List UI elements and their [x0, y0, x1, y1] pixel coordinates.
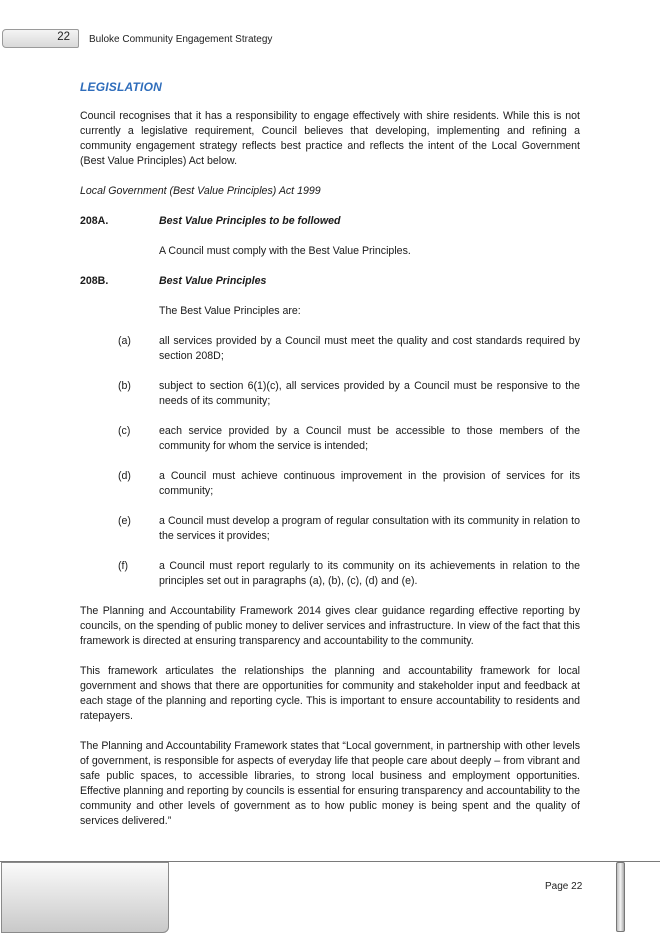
principle-item: [80, 424, 580, 454]
principle-item: [80, 514, 580, 544]
principle-text: each service provided by a Council must be accessible to those members of the community for whom the service is intended;: [159, 425, 580, 452]
principle-letter: (b): [118, 380, 131, 392]
header-page-tab: [2, 29, 79, 48]
principle-text: a Council must develop a program of regular consultation with its community in relation to the services it provides;: [159, 515, 580, 542]
section-title: LEGISLATION: [80, 80, 162, 94]
body-paragraph: This framework articulates the relationships the planning and accountability framework for local government and shows that there are opportunities for community and stakeholder input and feedback at each stage of the planning and reporting cycle. This is important to ensure accountability to residents and ratepayers.: [80, 665, 580, 722]
principle-item: [80, 379, 580, 409]
section-208b: [80, 274, 580, 289]
principle-letter: (c): [118, 425, 131, 437]
principle-item: [80, 559, 580, 589]
principle-item: [80, 469, 580, 499]
principle-letter: (d): [118, 470, 131, 482]
principle-text: all services provided by a Council must meet the quality and cost standards required by section 208D;: [159, 335, 580, 362]
section-heading: Best Value Principles: [159, 275, 267, 287]
section-heading: Best Value Principles to be followed: [159, 215, 341, 227]
principle-item: [80, 334, 580, 364]
section-body: The Best Value Principles are:: [159, 305, 301, 317]
section-number: 208A.: [80, 215, 109, 227]
principle-text: subject to section 6(1)(c), all services provided by a Council must be responsive to the needs of its community;: [159, 380, 580, 407]
footer-page-label: Page 22: [545, 881, 583, 892]
footer-decorative-box: [1, 862, 169, 933]
intro-paragraph: Council recognises that it has a responsibility to engage effectively with shire residents. While this is not currently a legislative requirement, Council believes that developing, implementing and refining a community engagement strategy reflects best practice and reflects the intent of the Local Government (Best Value Principles) Act below.: [80, 110, 580, 167]
body-paragraph: The Planning and Accountability Framework 2014 gives clear guidance regarding effective reporting by councils, on the spending of public money to deliver services and infrastructure. In view of the fact that this framework is directed at ensuring transparency and accountability to the community.: [80, 605, 580, 647]
footer-decorative-bar: [616, 862, 625, 932]
section-number: 208B.: [80, 275, 109, 287]
principle-letter: (e): [118, 515, 131, 527]
principle-letter: (f): [118, 560, 128, 572]
section-body: A Council must comply with the Best Value Principles.: [159, 245, 411, 257]
act-title: Local Government (Best Value Principles) Act 1999: [80, 185, 321, 197]
page-content: [80, 80, 580, 829]
header-document-title: Buloke Community Engagement Strategy: [89, 34, 273, 45]
principle-text: a Council must achieve continuous improvement in the provision of services for its community;: [159, 470, 580, 497]
header-page-number: 22: [57, 31, 70, 43]
section-208a: [80, 214, 580, 229]
principle-text: a Council must report regularly to its community on its achievements in relation to the principles set out in paragraphs (a), (b), (c), (d) and (e).: [159, 560, 580, 587]
body-paragraph: The Planning and Accountability Framework states that “Local government, in partnership with other levels of government, is responsible for aspects of everyday life that people care about deeply – from vibrant and safe public spaces, to accessible libraries, to strong local business and employment opportunities. Effective planning and reporting by councils is essential for ensuring transparency and accountability to the community and other levels of government as to how public money is being spent and the quality of services delivered.”: [80, 740, 580, 827]
principle-letter: (a): [118, 335, 131, 347]
